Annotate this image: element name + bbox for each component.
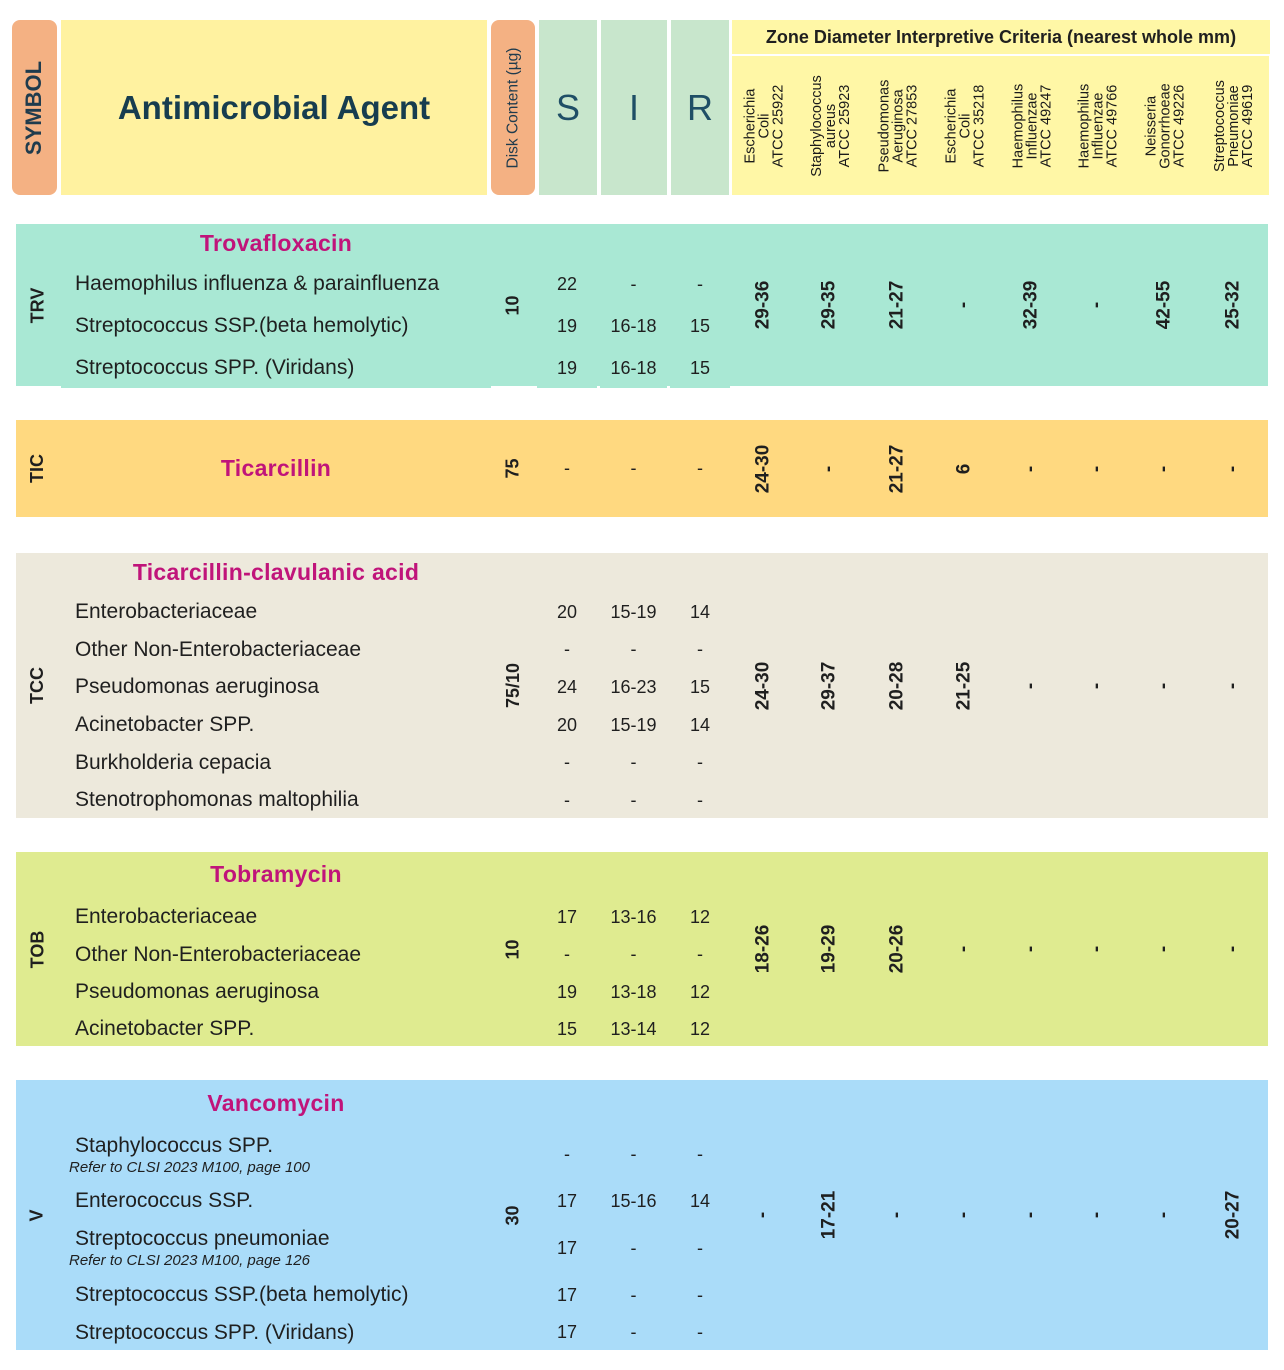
zone-value-text: - [818, 465, 840, 472]
zone-value [1199, 224, 1267, 386]
strain-header-1 [732, 56, 797, 195]
r-value: 12 [670, 899, 730, 935]
reference-note: Refer to CLSI 2023 M100, page 126 [69, 1252, 310, 1269]
r-value: 12 [670, 1012, 730, 1046]
strain-header-3-text: Pseudomonas Aeruginosa ATCC 27853 [876, 79, 921, 172]
i-value: - [600, 1128, 667, 1181]
zone-value-text: 29-37 [818, 661, 840, 710]
zone-value [932, 852, 997, 1046]
s-value: 17 [537, 899, 597, 935]
organism-row [61, 745, 491, 780]
s-value: 24 [537, 669, 597, 705]
zone-value [1065, 224, 1130, 386]
r-value: - [670, 1128, 730, 1181]
organism-row [61, 937, 491, 972]
zone-value-text: - [953, 1211, 975, 1219]
zone-value-text: - [1086, 301, 1108, 309]
i-value: - [600, 1277, 667, 1313]
s-value: - [537, 420, 597, 517]
disk-tcc [493, 553, 534, 818]
i-value: 13-16 [600, 899, 667, 935]
i-value: - [600, 745, 667, 780]
organism-name: Stenotrophomonas maltophilia [75, 788, 359, 811]
strain-header-1-text: Escherichia Coli ATCC 25922 [742, 84, 787, 167]
zone-value [1199, 1080, 1267, 1350]
zone-value [1132, 1080, 1197, 1350]
symbol-tcc [16, 553, 59, 818]
zone-value-text: - [953, 945, 975, 953]
zone-value-text: 19-29 [818, 924, 840, 974]
zone-value-text: - [1019, 1211, 1041, 1219]
organism-row [61, 1183, 491, 1219]
disk-v [493, 1080, 534, 1350]
zone-value [864, 1080, 930, 1350]
zone-value-text: - [1019, 465, 1041, 472]
zone-value [1132, 420, 1197, 517]
organism-row [61, 1277, 491, 1313]
disk-tic-text: 75 [503, 458, 523, 479]
organism-name: Streptococcus pneumoniae [75, 1227, 330, 1250]
organism-row [61, 899, 491, 935]
organism-row [61, 707, 491, 743]
strain-header-7 [1132, 56, 1199, 195]
zone-value [1132, 224, 1197, 386]
organism-name: Acinetobacter SPP. [75, 713, 255, 736]
zone-value [1199, 420, 1267, 517]
i-value: 15-16 [600, 1183, 667, 1219]
zone-value-text: - [1221, 682, 1243, 689]
r-value: 15 [670, 348, 730, 388]
zone-value-text: - [752, 1211, 774, 1219]
s-value: 17 [537, 1183, 597, 1219]
zone-value [999, 553, 1063, 818]
r-value: - [670, 937, 730, 972]
i-value: 13-18 [600, 974, 667, 1010]
organism-name: Streptococcus SPP. (Viridans) [75, 356, 355, 379]
zone-value [732, 1080, 795, 1350]
symbol-v [16, 1080, 59, 1350]
agent-name: Ticarcillin-clavulanic acid [61, 553, 491, 592]
zone-value [864, 553, 930, 818]
zone-value-text: 20-26 [885, 924, 907, 974]
r-value: - [670, 1221, 730, 1275]
organism-name: Streptococcus SSP.(beta hemolytic) [75, 314, 409, 337]
zone-value-text: 42-55 [1153, 280, 1175, 330]
symbol-tob [16, 852, 59, 1046]
zone-value-text: - [953, 301, 975, 309]
zone-value [864, 420, 930, 517]
zone-value [999, 1080, 1063, 1350]
disk-tic [493, 420, 534, 517]
zone-value-text: - [1221, 465, 1243, 472]
s-value: 17 [537, 1221, 597, 1275]
disk-tob-text: 10 [503, 938, 523, 960]
organism-row [61, 669, 491, 705]
i-value: 13-14 [600, 1012, 667, 1046]
zone-value [999, 420, 1063, 517]
s-value: - [537, 782, 597, 818]
organism-row [61, 306, 491, 346]
organism-name: Pseudomonas aeruginosa [75, 675, 320, 698]
organism-name: Streptococcus SPP. (Viridans) [75, 1320, 355, 1344]
zone-value [797, 1080, 862, 1350]
zone-value [932, 420, 997, 517]
organism-row [61, 632, 491, 667]
r-header: R [671, 20, 729, 195]
r-value: - [670, 745, 730, 780]
organism-name: Other Non-Enterobacteriaceae [75, 942, 361, 966]
disk-trv [493, 224, 534, 386]
agent-name: Trovafloxacin [61, 224, 491, 262]
zone-value [999, 224, 1063, 386]
i-value: - [600, 1315, 667, 1350]
zone-value [932, 553, 997, 818]
agent-name: Vancomycin [61, 1080, 491, 1126]
r-value: - [670, 1315, 730, 1350]
organism-name: Enterobacteriaceae [75, 905, 258, 928]
organism-name: Haemophilus influenza & parainfluenza [75, 272, 440, 295]
zone-value-text: - [885, 1211, 907, 1219]
zone-value [797, 224, 862, 386]
s-value: 20 [537, 707, 597, 743]
organism-name: Acinetobacter SPP. [75, 1017, 255, 1040]
zone-value-text: 18-26 [752, 924, 774, 974]
strain-header-7-text: Neisseria Gonorrhoeae ATCC 49226 [1143, 82, 1188, 169]
zone-value-text: 17-21 [818, 1190, 840, 1240]
r-value: - [670, 264, 730, 304]
symbol-tcc-text: TCC [27, 667, 47, 704]
r-value: - [670, 632, 730, 667]
zone-value-text: - [1153, 945, 1175, 953]
s-value: - [537, 745, 597, 780]
agent-sir-blank [537, 224, 730, 262]
r-value: - [670, 782, 730, 818]
disk-content-header-text: Disk Content (µg) [504, 47, 522, 168]
zone-value-text: 20-28 [885, 661, 907, 710]
organism-row [61, 1221, 491, 1275]
symbol-tic [16, 420, 59, 517]
i-header: I [601, 20, 667, 195]
zone-value-text: 6 [953, 463, 975, 474]
zone-value [1065, 852, 1130, 1046]
zone-value-text: - [1086, 945, 1108, 953]
agent-header: Antimicrobial Agent [61, 20, 487, 195]
symbol-header [12, 20, 57, 195]
strain-header-2-text: Staphylococcus aureus ATCC 25923 [808, 74, 853, 177]
s-value: 19 [537, 348, 597, 388]
zone-value-text: - [1153, 465, 1175, 472]
strain-header-6-text: Haemophilus Influenzae ATCC 49766 [1076, 83, 1121, 168]
zone-value-text: 29-35 [818, 280, 840, 330]
strain-header-5 [999, 56, 1065, 195]
organism-row [61, 782, 491, 818]
i-value: - [600, 937, 667, 972]
r-value: - [670, 420, 730, 517]
i-value: - [600, 632, 667, 667]
s-value: 17 [537, 1277, 597, 1313]
disk-content-header [491, 20, 535, 195]
strain-header-8 [1199, 56, 1269, 195]
organism-row [61, 1315, 491, 1350]
zone-value-text: - [1221, 945, 1243, 953]
organism-name: Pseudomonas aeruginosa [75, 980, 320, 1003]
agent-sir-blank [537, 1080, 730, 1126]
organism-name: Burkholderia cepacia [75, 750, 272, 774]
zone-value [732, 553, 795, 818]
zone-value-text: - [1086, 1211, 1108, 1219]
i-value: - [600, 420, 667, 517]
organism-name: Staphylococcus SPP. [75, 1133, 274, 1157]
zone-value [732, 224, 795, 386]
i-value: 15-19 [600, 594, 667, 630]
agent-name: Tobramycin [61, 852, 491, 897]
zone-value [932, 1080, 997, 1350]
organism-row [61, 264, 491, 304]
s-value: 17 [537, 1315, 597, 1350]
symbol-trv [16, 224, 59, 386]
zone-value [1065, 420, 1130, 517]
s-header: S [539, 20, 597, 195]
organism-row [61, 1012, 491, 1046]
organism-name: Enterobacteriaceae [75, 600, 258, 623]
zone-value [1132, 852, 1197, 1046]
i-value: - [600, 782, 667, 818]
i-value: - [600, 1221, 667, 1275]
zone-value-text: 25-32 [1221, 280, 1243, 330]
zone-title: Zone Diameter Interpretive Criteria (nearest whole mm) [732, 20, 1270, 54]
zone-value [1065, 553, 1130, 818]
agent-sir-blank [537, 553, 730, 592]
zone-value-text: - [1086, 682, 1108, 689]
s-value: - [537, 937, 597, 972]
zone-value-text: 24-30 [752, 661, 774, 710]
strain-header-5-text: Haemophilus Influenzae ATCC 49247 [1010, 83, 1055, 168]
zone-value [1065, 1080, 1130, 1350]
zone-value [797, 553, 862, 818]
s-value: 19 [537, 974, 597, 1010]
organism-row [61, 594, 491, 630]
symbol-v-text: V [26, 1208, 47, 1222]
agent-sir-blank [537, 852, 730, 897]
zone-value-text: - [1086, 465, 1108, 472]
r-value: 14 [670, 594, 730, 630]
agent-name: Ticarcillin [61, 420, 491, 517]
s-value: 15 [537, 1012, 597, 1046]
strain-header-6 [1065, 56, 1132, 195]
s-value: 19 [537, 306, 597, 346]
zone-value-text: - [1153, 682, 1175, 689]
zone-value-text: 32-39 [1019, 280, 1041, 330]
organism-name: Enterococcus SSP. [75, 1189, 254, 1212]
i-value: 16-18 [600, 348, 667, 388]
zone-value [864, 224, 930, 386]
zone-value-text: 29-36 [752, 280, 774, 330]
zone-value [732, 420, 795, 517]
organism-row [61, 348, 491, 388]
zone-value [1132, 553, 1197, 818]
i-value: 16-23 [600, 669, 667, 705]
s-value: - [537, 632, 597, 667]
r-value: 14 [670, 707, 730, 743]
r-value: 12 [670, 974, 730, 1010]
organism-row [61, 974, 491, 1010]
i-value: 16-18 [600, 306, 667, 346]
zone-value [732, 852, 795, 1046]
zone-value-text: 20-27 [1221, 1190, 1243, 1240]
s-value: - [537, 1128, 597, 1181]
strain-header-2 [797, 56, 864, 195]
i-value: - [600, 264, 667, 304]
s-value: 20 [537, 594, 597, 630]
strain-header-3 [864, 56, 932, 195]
symbol-header-text: SYMBOL [21, 60, 47, 155]
strain-header-8-text: Streptococcus Pneumoniae ATCC 49619 [1212, 79, 1257, 172]
organism-row [61, 1128, 491, 1181]
organism-name: Other Non-Enterobacteriaceae [75, 637, 361, 661]
zone-value-text: 21-25 [953, 661, 975, 710]
zone-value [1199, 553, 1267, 818]
zone-value [797, 852, 862, 1046]
zone-value-text: - [1153, 1211, 1175, 1219]
i-value: 15-19 [600, 707, 667, 743]
r-value: 15 [670, 669, 730, 705]
zone-value [1199, 852, 1267, 1046]
r-value: 14 [670, 1183, 730, 1219]
r-value: - [670, 1277, 730, 1313]
disk-trv-text: 10 [503, 294, 523, 316]
symbol-tic-text: TIC [27, 454, 47, 483]
zone-value [797, 420, 862, 517]
strain-header-4 [932, 56, 999, 195]
s-value: 22 [537, 264, 597, 304]
strain-header-4-text: Escherichia Coli ATCC 35218 [943, 84, 988, 167]
disk-tcc-text: 75/10 [503, 662, 524, 709]
zone-value [999, 852, 1063, 1046]
zone-value-text: 21-27 [885, 280, 907, 330]
reference-note: Refer to CLSI 2023 M100, page 100 [69, 1158, 310, 1176]
zone-value-text: 24-30 [752, 444, 774, 493]
r-value: 15 [670, 306, 730, 346]
zone-value-text: - [1019, 945, 1041, 953]
organism-name: Streptococcus SSP.(beta hemolytic) [75, 1283, 409, 1306]
zone-value-text: 21-27 [885, 444, 907, 493]
zone-value-text: - [1019, 682, 1041, 689]
symbol-tob-text: TOB [26, 930, 47, 968]
zone-value [932, 224, 997, 386]
symbol-trv-text: TRV [27, 287, 47, 323]
disk-v-text: 30 [503, 1204, 523, 1226]
zone-value [864, 852, 930, 1046]
disk-tob [493, 852, 534, 1046]
